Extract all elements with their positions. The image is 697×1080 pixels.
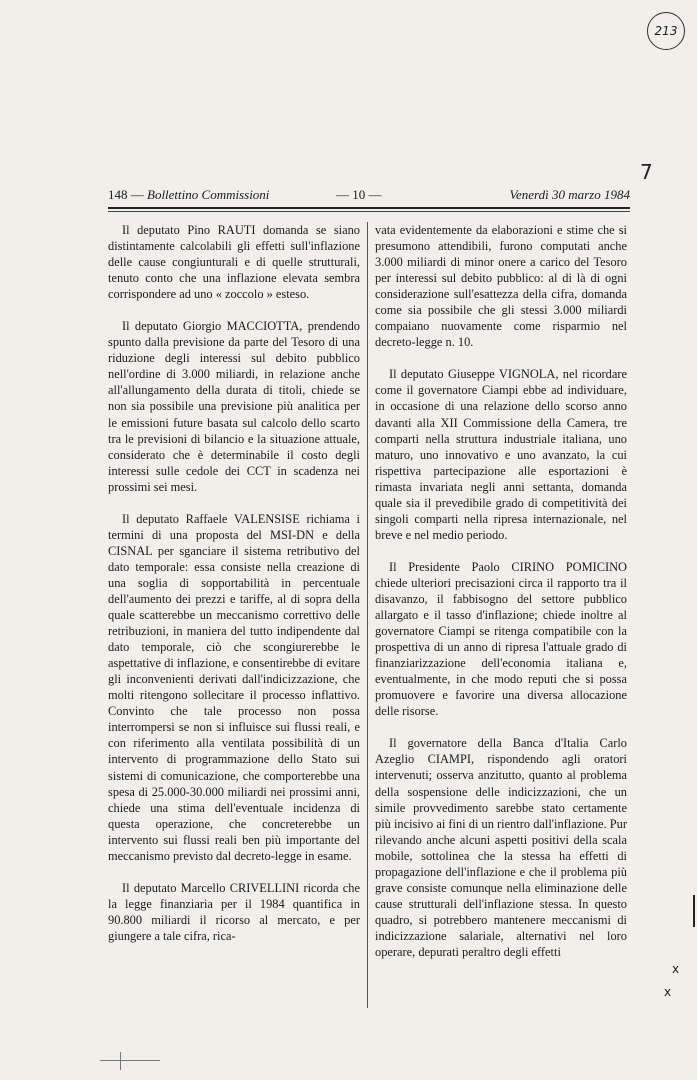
paragraph-vignola: Il deputato Giuseppe VIGNOLA, nel ricordare come il governatore Ciampi ebbe ad individuare, in occasione di una relazione dello scorso anno davanti alla XII Commissione della Camera, tre comparti nella struttura industriale italiana, uno maturo, uno innovativo e uno avanzato, la cui rispettiva partecipazione alle esportazioni è rimasta invariata negli anni settanta, domanda quale sia il prevedibile grado di competitività dei singoli comparti nella ripresa internazionale, nel breve e nel medio periodo. [375,367,627,542]
page-number: 148 — [108,187,144,202]
scan-artifact [120,1052,121,1070]
publication-title: Bollettino Commissioni [147,187,270,202]
right-column [375,222,627,960]
paragraph-crivellini-continued: vata evidentemente da elaborazioni e stime che si presumono attendibili, furono computati anche 3.000 miliardi di minor onere a carico del Tesoro per interessi sul debito pubblico: al di là di ogni considerazione sull'esattezza della cifra, domanda come sia possibile che gli stessi 3.000 miliardi compaiano nuovamente come risparmio nel decreto-legge n. 10. [375,223,627,350]
paragraph-valensise: Il deputato Raffaele VALENSISE richiama i termini di una proposta del MSI-DN e della CISNAL per sganciare il sistema retributivo del dato temporale: essa consiste nella creazione di una soglia di sopportabilità in percentuale dell'aumento dei prezzi e tariffe, al di sopra della quale scatterebbe un meccanismo correttivo delle retribuzioni, in maniera del tutto indipendente dal dato temporale, ciò che scongiurerebbe le aspettative di inflazione, e consentirebbe di evitare gli inconvenienti derivati dall'indicizzazione, che molti ritengono sollecitare il processo inflattivo. Convinto che tale processo non possa interrompersi se non si influisce sui flussi reali, e con riferimento alla ventilata possibilità di un intervento di programmazione dello Stato sui sistemi di comunicazione, che comporterebbe una spesa di 25.000-30.000 miliardi nei prossimi anni, chiede una stima dell'eventuale incidenza di questa operazione, che concreterebbe un intervento sui flussi reali ben più importante del meccanismo previsto dal decreto-legge in esame. [108,511,360,863]
paragraph-rauti: Il deputato Pino RAUTI domanda se siano distintamente calcolabili gli effetti sull'inflazione delle cause congiunturali e di quelle strutturali, tenuto conto che una inflazione elevata sembra corrispondere ad uno « zoccolo » esteso. [108,223,360,302]
paragraph-macciotta: Il deputato Giorgio MACCIOTTA, prendendo spunto dalla previsione da parte del Tesoro di una riduzione degli interessi sul debito pubblico nell'ordine di 3.000 miliardi, in relazione anche all'allungamento della durata di titoli, chiede se non sia possibile una previsione più analitica per le emissioni future basata sul calcolo dello scarto tra le previsioni di bilancio e la situazione attuale, considerato che è determinabile il costo degli interessi sulle cedole dei CCT in scadenza nei prossimi sei mesi. [108,319,360,494]
margin-bar [693,895,695,927]
page-header [108,187,630,205]
header-date: Venerdì 30 marzo 1984 [509,187,630,202]
column-divider [367,222,368,1008]
margin-mark: x [664,985,672,999]
margin-mark: x [672,962,680,976]
archive-page-stamp: 213 [647,12,685,50]
paragraph-crivellini: Il deputato Marcello CRIVELLINI ricorda che la legge finanziaria per il 1984 quantifica in 90.800 miliardi il ricorso al mercato, e per giungere a tale cifra, rica- [108,880,360,943]
header-center: — 10 — [336,187,382,202]
paragraph-ciampi: Il governatore della Banca d'Italia Carlo Azeglio CIAMPI, rispondendo agli oratori intervenuti; osserva anzitutto, quanto al problema della sospensione delle indicizzazioni, che un simile provvedimento sarebbe stato certamente più incisivo ai fini di un rientro dall'inflazione. Pur rilevando anche alcuni aspetti positivi della scala mobile, sottolinea che la stessa ha effetti di propagazione dell'inflazione e che il problema più grave consiste comunque nella eliminazione delle cause strutturali dell'inflazione stessa. In questo quadro, si potrebbero mantenere meccanismi di indicizzazione salariale, alternativi nel loro operare, depurati peraltro degli effetti [375,736,627,959]
handwritten-mark: 7 [640,160,653,184]
header-rule-thin [108,211,630,212]
paragraph-cirino-pomicino: Il Presidente Paolo CIRINO POMICINO chiede ulteriori precisazioni circa il rapporto tra il disavanzo, il fabbisogno del settore pubblico allargato e il tasso d'inflazione; chiede inoltre al governatore Ciampi se ritenga compatibile con la prospettiva di un anno di ripresa l'attuale grado di finanziarizzazione dell'economia italiana e, eventualmente, in che modo reputi che si possa promuovere e favorire una diversa allocazione delle risorse. [375,559,627,719]
scan-artifact [100,1060,160,1061]
left-column [108,222,360,944]
header-left [108,187,269,203]
header-rule [108,207,630,209]
